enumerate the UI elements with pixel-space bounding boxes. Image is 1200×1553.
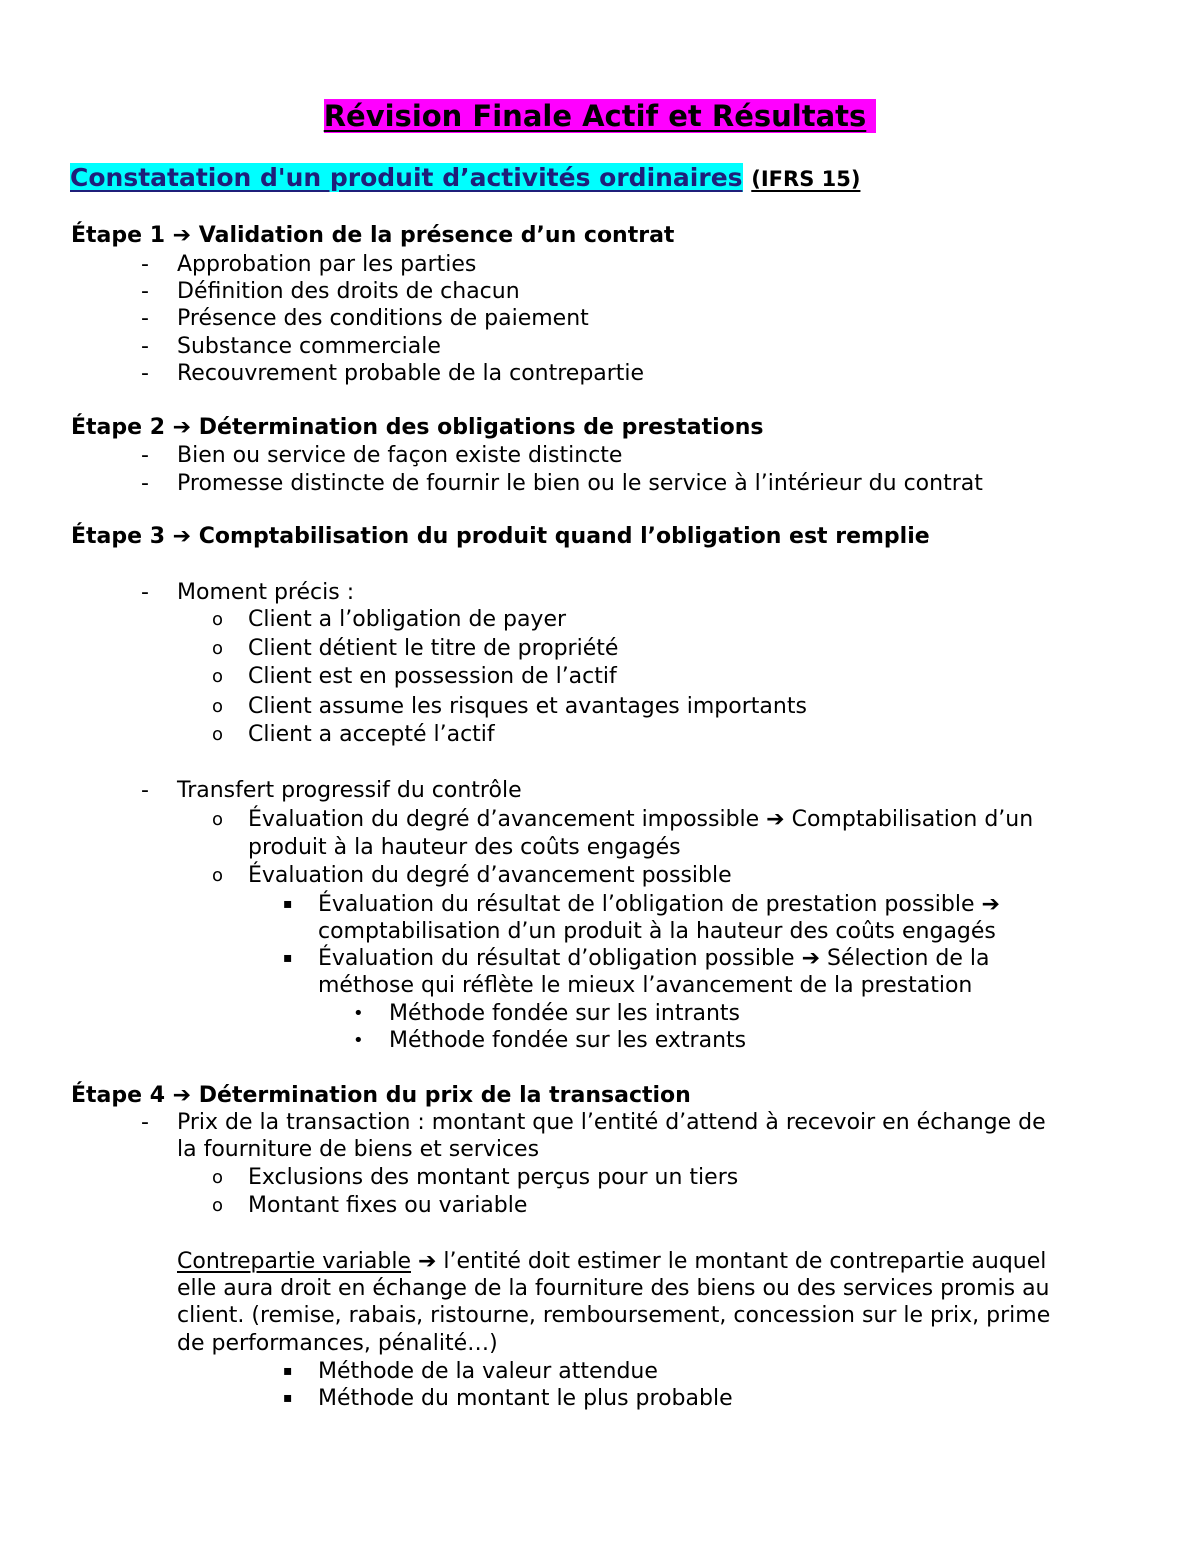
circle-bullet: o (212, 724, 224, 745)
list-item: Exclusions des montant perçus pour un tiers (248, 1165, 739, 1190)
list-item-continuation: comptabilisation d’un produit à la hauteur des coûts engagés (318, 919, 996, 944)
dash-marker: - (141, 580, 149, 605)
square-bullet: ▪ (283, 896, 293, 912)
dash-marker: - (141, 471, 149, 496)
circle-bullet: o (212, 1167, 224, 1188)
list-item: Méthode fondée sur les extrants (389, 1028, 747, 1053)
list-item: Bien ou service de façon existe distincte (177, 443, 623, 468)
list-item-continuation: la fourniture de biens et services (177, 1137, 540, 1162)
list-item: Méthode de la valeur attendue (318, 1359, 658, 1384)
contrepartie-paragraph-line: Contrepartie variable ➔ l’entité doit estimer le montant de contrepartie auquel (177, 1249, 1047, 1274)
section-heading (70, 162, 868, 195)
square-bullet: ▪ (283, 950, 293, 966)
list-item: Définition des droits de chacun (177, 279, 520, 304)
square-bullet: ▪ (283, 1390, 293, 1406)
circle-bullet: o (212, 609, 224, 630)
list-item: Présence des conditions de paiement (177, 306, 589, 331)
section-heading-reference: (IFRS 15) (751, 167, 861, 191)
contrepartie-paragraph-line: client. (remise, rabais, ristourne, remboursement, concession sur le prix, prime (177, 1303, 1051, 1328)
list-item: Méthode du montant le plus probable (318, 1386, 733, 1411)
dash-marker: - (141, 361, 149, 386)
list-item: Substance commerciale (177, 334, 441, 359)
list-item: Client détient le titre de propriété (248, 636, 619, 661)
dash-marker: - (141, 252, 149, 277)
circle-bullet: o (212, 638, 224, 659)
list-item-continuation: méthose qui réflète le mieux l’avancement de la prestation (318, 973, 973, 998)
square-bullet: ▪ (283, 1363, 293, 1379)
contrepartie-paragraph-line: de performances, pénalité…) (177, 1331, 498, 1356)
circle-bullet: o (212, 809, 224, 830)
contrepartie-label: Contrepartie variable (177, 1249, 411, 1274)
list-item: Transfert progressif du contrôle (177, 778, 522, 803)
list-item: Recouvrement probable de la contrepartie (177, 361, 645, 386)
list-item: Évaluation du degré d’avancement possible (248, 863, 732, 888)
dot-bullet: • (353, 1003, 364, 1024)
dot-bullet: • (353, 1030, 364, 1051)
list-item: Montant fixes ou variable (248, 1193, 528, 1218)
step-2-heading: Étape 2 ➔ Détermination des obligations de prestations (71, 415, 764, 440)
list-item-continuation: produit à la hauteur des coûts engagés (248, 835, 681, 860)
circle-bullet: o (212, 666, 224, 687)
dash-marker: - (141, 334, 149, 359)
list-item: Moment précis : (177, 580, 355, 605)
list-item: Évaluation du résultat de l’obligation de prestation possible ➔ (318, 892, 1000, 917)
list-item: Promesse distincte de fournir le bien ou le service à l’intérieur du contrat (177, 471, 983, 496)
dash-marker: - (141, 778, 149, 803)
dash-marker: - (141, 306, 149, 331)
circle-bullet: o (212, 696, 224, 717)
list-item: Méthode fondée sur les intrants (389, 1001, 741, 1026)
dash-marker: - (141, 443, 149, 468)
step-1-heading: Étape 1 ➔ Validation de la présence d’un contrat (71, 223, 675, 248)
circle-bullet: o (212, 1195, 224, 1216)
dash-marker: - (141, 279, 149, 304)
list-item: Client a accepté l’actif (248, 722, 495, 747)
list-item: Client a l’obligation de payer (248, 607, 567, 632)
list-item: Client assume les risques et avantages importants (248, 694, 807, 719)
contrepartie-paragraph-line: elle aura droit en échange de la fourniture des biens ou des services promis au (177, 1276, 1050, 1301)
list-item: Évaluation du résultat d’obligation possible ➔ Sélection de la (318, 946, 990, 971)
section-heading-main: Constatation d'un produit d’activités ordinaires (70, 163, 743, 192)
dash-marker: - (141, 1110, 149, 1135)
circle-bullet: o (212, 865, 224, 886)
list-item: Prix de la transaction : montant que l’entité d’attend à recevoir en échange de (177, 1110, 1046, 1135)
step-3-heading: Étape 3 ➔ Comptabilisation du produit quand l’obligation est remplie (71, 524, 930, 549)
step-4-heading: Étape 4 ➔ Détermination du prix de la transaction (71, 1083, 691, 1108)
page-title: Révision Finale Actif et Résultats (0, 97, 1200, 135)
list-item: Approbation par les parties (177, 252, 477, 277)
list-item: Évaluation du degré d’avancement impossible ➔ Comptabilisation d’un (248, 807, 1034, 832)
list-item: Client est en possession de l’actif (248, 664, 617, 689)
